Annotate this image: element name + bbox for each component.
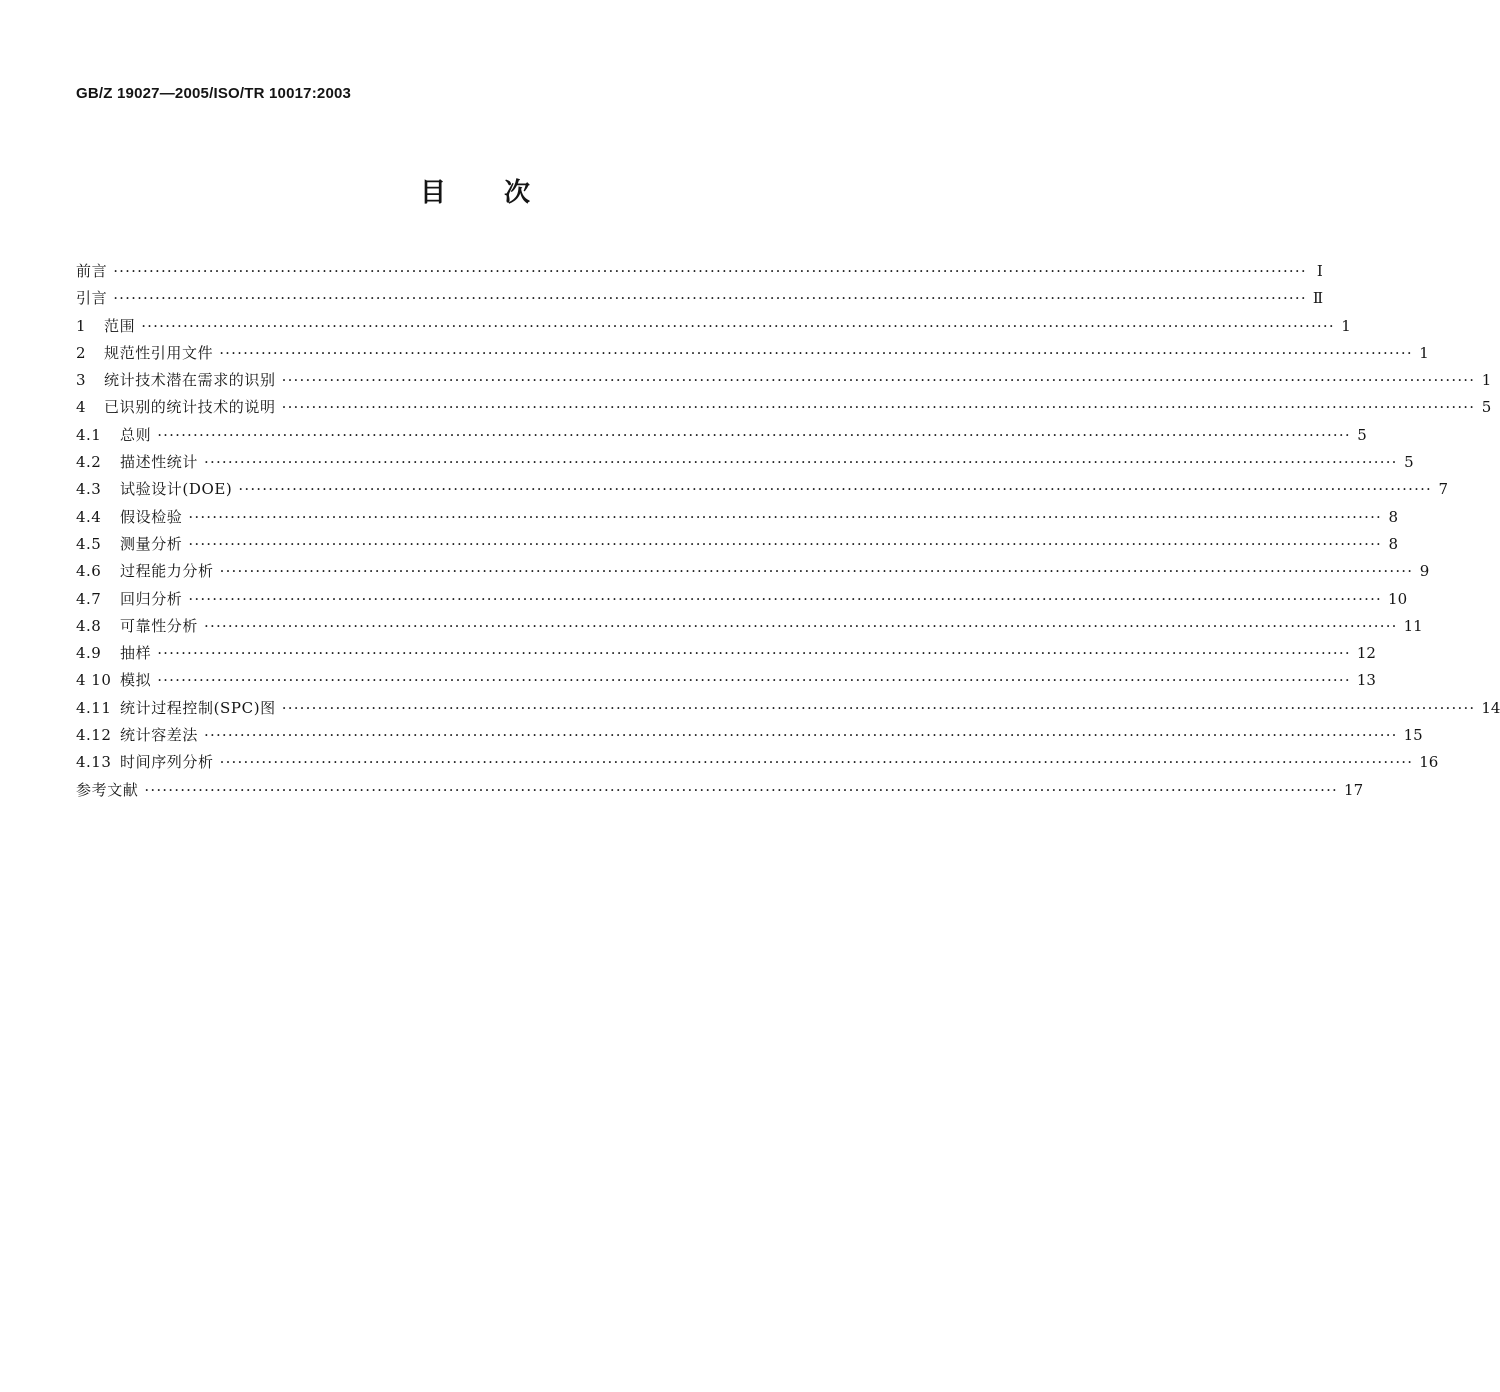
toc-entry-label: 描述性统计 bbox=[120, 453, 199, 472]
toc-entry-page: Ⅱ bbox=[1312, 289, 1324, 308]
toc-entry-page: 14 bbox=[1481, 698, 1500, 717]
toc-entry-number: 1 bbox=[76, 316, 87, 335]
toc-entry-page: 9 bbox=[1419, 562, 1430, 581]
toc-entry[interactable] bbox=[76, 777, 1364, 804]
toc-entry-label: 引言 bbox=[76, 289, 108, 308]
toc-entry-label: 范围 bbox=[104, 316, 136, 335]
toc-entry[interactable] bbox=[76, 367, 1492, 394]
toc-entry[interactable] bbox=[76, 449, 1414, 476]
toc-leader-dots: ········································································································································································································ bbox=[157, 671, 1351, 690]
toc-entry-label: 抽样 bbox=[120, 644, 152, 663]
toc-leader-dots: ········································································································································································································ bbox=[204, 453, 1398, 472]
toc-leader-dots: ········································································································································································································ bbox=[141, 316, 1335, 335]
toc-leader-dots: ········································································································································································································ bbox=[204, 616, 1398, 635]
toc-leader-dots: ········································································································································································································ bbox=[219, 753, 1414, 772]
toc-leader-dots: ········································································································································································································ bbox=[219, 343, 1413, 362]
toc-entry-label: 参考文献 bbox=[76, 780, 139, 799]
toc-entry[interactable] bbox=[76, 586, 1408, 613]
toc-entry[interactable] bbox=[76, 394, 1492, 421]
toc-entry[interactable] bbox=[76, 722, 1423, 749]
toc-entry-page: Ⅰ bbox=[1316, 262, 1323, 280]
toc-entry-number: 4.2 bbox=[76, 453, 102, 472]
toc-entry-label: 假设检验 bbox=[120, 507, 183, 526]
toc-entry[interactable] bbox=[76, 695, 1500, 722]
toc-entry-page: 1 bbox=[1419, 343, 1429, 362]
toc-entry-page: 10 bbox=[1388, 589, 1408, 608]
toc-entry-page: 8 bbox=[1388, 534, 1399, 553]
table-of-contents bbox=[76, 258, 1500, 804]
toc-entry-page: 5 bbox=[1404, 453, 1414, 472]
toc-entry-page: 12 bbox=[1356, 644, 1376, 663]
toc-leader-dots: ········································································································································································································ bbox=[113, 262, 1307, 280]
toc-entry-number: 4.7 bbox=[76, 589, 102, 608]
toc-entry-number: 4.4 bbox=[76, 507, 102, 526]
toc-entry-number: 4.5 bbox=[76, 534, 102, 553]
toc-leader-dots: ········································································································································································································ bbox=[238, 480, 1433, 499]
toc-entry-label: 统计容差法 bbox=[120, 726, 199, 745]
toc-entry-page: 1 bbox=[1481, 371, 1492, 390]
toc-entry[interactable] bbox=[76, 504, 1399, 531]
toc-entry-label: 回归分析 bbox=[120, 589, 183, 608]
toc-entry[interactable] bbox=[76, 749, 1439, 776]
toc-entry-label: 统计过程控制(SPC)图 bbox=[120, 698, 276, 717]
toc-leader-dots: ········································································································································································································ bbox=[281, 371, 1476, 390]
toc-entry-label: 总则 bbox=[120, 425, 152, 444]
toc-leader-dots: ········································································································································································································ bbox=[204, 726, 1398, 745]
toc-entry[interactable] bbox=[76, 476, 1449, 503]
toc-entry-page: 15 bbox=[1403, 726, 1423, 745]
toc-entry-page: 5 bbox=[1481, 398, 1492, 417]
toc-entry-label: 模拟 bbox=[120, 671, 152, 690]
toc-leader-dots: ········································································································································································································ bbox=[113, 289, 1307, 308]
toc-leader-dots: ········································································································································································································ bbox=[281, 398, 1476, 417]
toc-entry-page: 16 bbox=[1419, 753, 1439, 772]
toc-leader-dots: ········································································································································································································ bbox=[188, 534, 1383, 553]
toc-leader-dots: ········································································································································································································ bbox=[157, 644, 1351, 663]
toc-entry-page: 1 bbox=[1341, 316, 1351, 335]
toc-entry-number: 4.12 bbox=[76, 726, 112, 745]
toc-entry-label: 已识别的统计技术的说明 bbox=[104, 398, 276, 417]
toc-entry-number: 4.9 bbox=[76, 644, 102, 663]
toc-entry-number: 4 bbox=[76, 398, 87, 417]
standard-code: GB/Z 19027—2005/ISO/TR 10017:2003 bbox=[76, 85, 352, 102]
title-char-1: 目 bbox=[419, 178, 446, 208]
toc-leader-dots: ········································································································································································································ bbox=[219, 562, 1414, 581]
toc-entry-page: 5 bbox=[1357, 425, 1367, 444]
toc-entry-number: 4.1 bbox=[76, 425, 102, 444]
toc-entry-label: 时间序列分析 bbox=[120, 753, 214, 772]
toc-entry-label: 可靠性分析 bbox=[120, 616, 199, 635]
toc-entry-label: 测量分析 bbox=[120, 534, 183, 553]
toc-entry-number: 4.3 bbox=[76, 480, 102, 499]
toc-entry[interactable] bbox=[76, 258, 1323, 285]
toc-entry[interactable] bbox=[76, 613, 1423, 640]
toc-leader-dots: ········································································································································································································ bbox=[188, 589, 1383, 608]
toc-entry-label: 过程能力分析 bbox=[120, 562, 214, 581]
toc-entry[interactable] bbox=[76, 285, 1324, 312]
toc-entry-label: 前言 bbox=[76, 262, 108, 280]
toc-leader-dots: ········································································································································································································ bbox=[157, 425, 1351, 444]
toc-entry[interactable] bbox=[76, 558, 1430, 585]
toc-entry[interactable] bbox=[76, 313, 1351, 340]
toc-entry-number: 4.13 bbox=[76, 753, 112, 772]
toc-entry[interactable] bbox=[76, 640, 1376, 667]
toc-leader-dots: ········································································································································································································ bbox=[144, 780, 1339, 799]
toc-entry-number: 3 bbox=[76, 371, 87, 390]
toc-entry-label: 规范性引用文件 bbox=[104, 343, 214, 362]
toc-entry-number: 4.6 bbox=[76, 562, 102, 581]
title-char-2: 次 bbox=[504, 178, 531, 208]
toc-entry-page: 17 bbox=[1344, 780, 1364, 799]
toc-entry-number: 2 bbox=[76, 343, 87, 362]
toc-entry-number: 4.8 bbox=[76, 616, 102, 635]
toc-entry[interactable] bbox=[76, 422, 1367, 449]
toc-entry-page: 7 bbox=[1438, 480, 1449, 499]
toc-entry-page: 8 bbox=[1388, 507, 1399, 526]
toc-entry-page: 11 bbox=[1403, 616, 1423, 635]
toc-entry[interactable] bbox=[76, 340, 1429, 367]
toc-leader-dots: ········································································································································································································ bbox=[188, 507, 1383, 526]
toc-entry-number: 4.11 bbox=[76, 698, 112, 717]
toc-entry[interactable] bbox=[76, 531, 1399, 558]
toc-entry-label: 试验设计(DOE) bbox=[120, 480, 233, 499]
page-title bbox=[0, 172, 950, 209]
toc-entry-label: 统计技术潜在需求的识别 bbox=[104, 371, 276, 390]
toc-entry[interactable] bbox=[76, 667, 1376, 694]
toc-entry-page: 13 bbox=[1356, 671, 1376, 690]
toc-entry-number: 4 10 bbox=[76, 671, 112, 690]
toc-leader-dots: ········································································································································································································ bbox=[281, 698, 1476, 717]
